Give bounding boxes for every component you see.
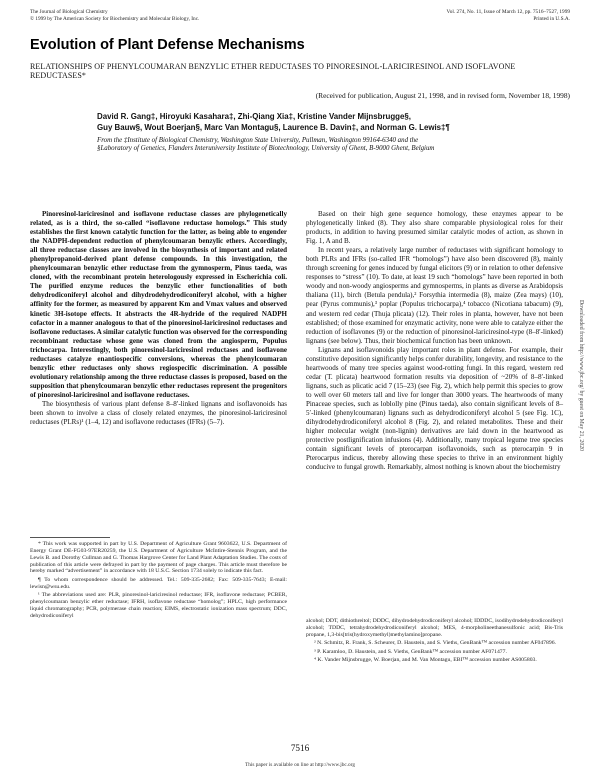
download-watermark: Downloaded from http://www.jbc.org/ by guest on May 21, 2020 bbox=[578, 300, 584, 452]
footnote-funding: * This work was supported in part by U.S. Department of Agriculture Grant 9603622, U.S. Department of Energy Grant DE-FG03-97ER20259, the U.S. Department of Agriculture McIntire-Stennis Program, and the Lewis B. and Dorothy Cullman and G. Thomas Hargrove Center for Land Plant Adaptation Studies. The costs of publication of this article were defrayed in part by the payment of page charges. This article must therefore be hereby marked “advertisement” in accordance with 18 U.S.C. Section 1734 solely to indicate this fact. bbox=[30, 541, 287, 575]
page-number: 7516 bbox=[290, 743, 310, 753]
body-paragraph-1: Based on their high gene sequence homology, these enzymes appear to be phylogenetically linked (8). They also share comparable physiological roles for their products, in addition to having presumed similar catalytic modes of action, as shown in Fig. 1, A and B. bbox=[306, 210, 563, 246]
authors-line-2: Guy Bauw§, Wout Boerjan§, Marc Van Montagu§, Laurence B. Davin‡, and Norman G. Lewis‡¶ bbox=[97, 122, 450, 132]
issue-header bbox=[447, 9, 570, 22]
authors-line-1: David R. Gang‡, Hiroyuki Kasahara‡, Zhi-Qiang Xia‡, Kristine Vander Mijnsbrugge§, bbox=[97, 112, 411, 121]
printed-in: Printed in U.S.A. bbox=[533, 15, 570, 22]
received-dates: (Received for publication, August 21, 1998, and in revised form, November 18, 1998) bbox=[315, 91, 570, 100]
online-availability: This paper is available on line at http://www.jbc.org bbox=[244, 762, 356, 768]
affiliations bbox=[97, 137, 559, 154]
footnotes-right bbox=[306, 618, 563, 665]
footnote-4: ⁴ K. Vander Mijnsbrugge, W. Boerjan, and M. Van Montagu, EBI™ accession number AS005803. bbox=[314, 657, 537, 663]
abstract: Pinoresinol-lariciresinol and isoflavone reductase classes are phylogenetically related, as is a third, the so-called “isoflavone reductase homologs.” This study establishes the first known catalytic function for the latter, as being able to engender the NADPH-dependent reduction of phenylcoumaran benzylic ethers. Accordingly, all three reductase classes are involved in the biosynthesis of important and related phenylpropanoid-derived plant defense compounds. In this investigation, the phenylcoumaran benzylic ether reductase from the gymnosperm, Pinus taeda, was cloned, with the recombinant protein heterologously expressed in Escherichia coli. The purified enzyme reduces the benzylic ether functionalities of both dehydrodiconiferyl alcohol and dihydrodehydrodiconiferyl alcohol, with a higher affinity for the former, as measured by apparent Km and Vmax values and observed kinetic 3H-isotope effects. It abstracts the 4R-hydride of the required NADPH cofactor in a manner analogous to that of the pinoresinol-lariciresinol reductases and isoflavone reductases. A similar catalytic function was observed for the corresponding recombinant reductase whose gene was cloned from the angiosperm, Populus trichocarpa. Interestingly, both pinoresinol-lariciresinol reductases and isoflavone reductases catalyze enantiospecific conversions, whereas the phenylcoumaran benzylic ether reductases only shows regiospecific discrimination. A possible evolutionary relationship among the three reductase classes is proposed, based on the supposition that phenylcoumaran benzylic ether reductases represent the progenitors of pinoresinol-lariciresinol and isoflavone reductases. bbox=[30, 210, 287, 399]
copyright-line: © 1999 by The American Society for Biochemistry and Molecular Biology, Inc. bbox=[30, 15, 200, 22]
body-paragraph-3: Lignans and isoflavonoids play important roles in plant defense. For example, their constitutive deposition significantly helps confer durability, longevity, and resistance to the heartwoods of many tree species against wood-rotting fungi. In this regard, western red cedar (T. plicata) heartwood formation results via deposition of ~20% of 8–8′-linked lignans, such as plicatic acid 7 (15–23) (see Fig. 2), which help permit this species to grow to well over 60 meters tall and live for longer than 3000 years. The heartwoods of many Pinaceae species, such as loblolly pine (Pinus taeda), also contain significant levels of 8–5′-linked (phenylcoumaran) lignans such as dehydrodiconiferyl alcohol 5 (see Fig. 1C), dihydrodehydrodiconiferyl alcohol 8 (Fig. 2), and related metabolites. These and their higher molecular weight (non-lignin) derivatives are laid down in the heartwood as protective postlignification infusions (4). Additionally, many tropical legume tree species contain significant levels of pterocarpan isoflavonoids, such as pterocarpin 9 in Pterocarpus indicus, thereby allowing these species to thrive in an environment highly conducive to fungal growth. Remarkably, almost nothing is known about the biochemistry bbox=[306, 345, 563, 472]
body-paragraph-2: In recent years, a relatively large number of reductases with significant homology to both PLRs and IFRs (so-called IFR “homologs”) have also been discovered (8), mainly through screening for genes induced by fungal elicitors (9) or in relation to other defensive responses to “stress” (10). To date, at least 19 such “homologs” have been reported in both woody and non-woody angiosperms and gymnosperms, in plants as diverse as Arabidopsis thaliana (11), birch (Betula pendula),² Forsythia intermedia (8), maize (Zea mays) (10), pear (Pyrus communis),³ poplar (Populus trichocarpa),⁴ tobacco (Nicotiana tabacum) (9), and western red cedar (Thuja plicata) (12). Their roles in planta, however, have not been established; of those examined for enzymatic activity, none were able to catalyze either the reduction of isoflavones (9) or the reduction of pinoresinol-lariciresinol-type (8–8′-linked) lignans (see below). Thus, their biochemical function has been unknown. bbox=[306, 246, 563, 345]
affiliation-line-2: §Laboratory of Genetics, Flanders Interuniversity Institute of Biotechnology, University of Ghent, B-9000 Ghent, Belgium bbox=[97, 145, 435, 153]
journal-name: The Journal of Biological Chemistry bbox=[30, 9, 108, 15]
issue-info: Vol. 274, No. 11, Issue of March 12, pp. 7516–7527, 1999 bbox=[446, 9, 570, 15]
footnote-correspondence: ¶ To whom correspondence should be addressed. Tel.: 509-335-2682; Fax: 509-335-7643; E-mail: lewisn@wsu.edu. bbox=[30, 576, 287, 590]
footnote-3: ³ P. Karamloo, D. Haustein, and S. Vieths, GenBank™ accession number AF071477. bbox=[314, 648, 507, 655]
footnotes-left bbox=[30, 541, 287, 621]
footnote-abbreviations-cont: alcohol; DDT, dithiothreitol; DDDC, dihydrodehydrodiconiferyl alcohol; IDDDC, isodihydrodehydrodiconiferyl alcohol; TDDC, tetrahydrodehydrodiconiferyl alcohol; MES, 4-morpholineethanesulfonic acid; Bis-Tris propane, 1,3-bis[tris(hydroxymethyl)methylamino]propane. bbox=[306, 618, 563, 638]
footnote-divider bbox=[30, 537, 110, 538]
article-subtitle: RELATIONSHIPS OF PHENYLCOUMARAN BENZYLIC ETHER REDUCTASES TO PINORESINOL-LARICIRESINOL AND ISOFLAVONE REDUCTASES* bbox=[30, 62, 516, 81]
affiliation-line-1: From the ‡Institute of Biological Chemistry, Washington State University, Pullman, Washington 99164-6340 and the bbox=[97, 137, 419, 144]
journal-header bbox=[30, 9, 199, 22]
author-list bbox=[97, 112, 562, 134]
intro-paragraph: The biosynthesis of various plant defense 8–8′-linked lignans and isoflavonoids has been shown to involve a class of closely related enzymes, the pinoresinol-lariciresinol reductases (PLRs)¹ (1–4, 12) and isoflavone reductases (IFRs) (5–7). bbox=[30, 399, 287, 427]
right-column bbox=[306, 210, 563, 472]
footnote-abbreviations: ¹ The abbreviations used are: PLR, pinoresinol-lariciresinol reductase; IFR, isoflavone reductase; PCBER, phenylcoumaran benzylic ether reductase; IFRH, isoflavone reductase “homolog”; HPLC, high performance liquid chromatography; PCR, polymerase chain reaction; EIMS, electrostatic ionization mass spectrum; DDC, dehydrodiconiferyl bbox=[30, 592, 287, 619]
article-title: Evolution of Plant Defense Mechanisms bbox=[30, 37, 305, 53]
left-column bbox=[30, 210, 287, 427]
footnote-2: ² N. Schmitz, R. Frank, S. Scheurer, D. Haustein, and S. Vieths, GenBank™ accession number AF047896. bbox=[314, 640, 556, 647]
